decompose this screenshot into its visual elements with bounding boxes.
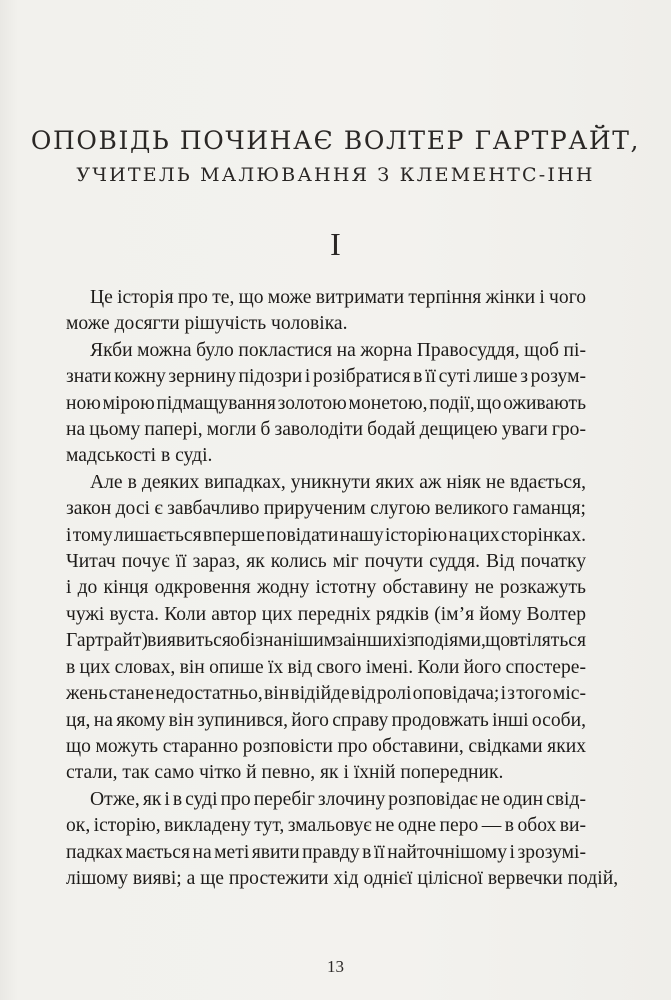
text-line: що можуть старанно розповісти про обставини, свідками яких	[66, 735, 586, 757]
text-line: знати кожну зернину підозри і розібратися в її суті лише з розум-	[66, 366, 586, 388]
text-line: закон досі є завбачливо прирученим слугою великого гаманця;	[66, 498, 586, 520]
text-line: ною мірою підмащування золотою монетою, події, що оживають	[66, 392, 587, 414]
section-numeral: I	[330, 226, 341, 262]
text-line: лішому виявi; а ще простежити хід однієї цілісної вервечки подій,	[66, 867, 619, 889]
text-line: падках мається на меті явити правду в її найточнішому і зрозумі-	[66, 841, 587, 863]
text-line: на цьому папері, могли б заволодіти бодай дещицею уваги гро-	[66, 419, 586, 441]
text-line: ця, на якому він зупинився, його справу продовжать інші особи,	[66, 709, 586, 731]
text-line: Якби можна було покластися на жорна Правосуддя, щоб пі-	[90, 339, 586, 361]
paragraph	[66, 470, 586, 787]
text-line: Читач почує її зараз, як колись міг почути суддя. Від початку	[66, 551, 586, 573]
text-line: стали, так само чітко й певно, як і їхній попередник.	[66, 762, 504, 784]
chapter-title-line-2: УЧИТЕЛЬ МАЛЮВАННЯ З КЛЕМЕНТС-ІНН	[76, 164, 595, 186]
text-line: Це історія про те, що може витримати терпіння жінки і чого	[90, 287, 587, 308]
paragraph	[66, 338, 586, 470]
text-line: ок, історію, викладену тут, змальовує не одне перо — в обох ви-	[66, 815, 587, 837]
text-line: може досягти рішучість чоловіка.	[66, 313, 348, 335]
text-line: Але в деяких випадках, уникнути яких аж ніяк не вдається,	[90, 471, 586, 493]
text-line: жень стане недостатньо, він відійде від ролі оповідача; і з того міс-	[66, 683, 586, 705]
text-line: чужі вуста. Коли автор цих передніх рядків (ім’я йому Волтер	[66, 603, 586, 625]
text-line: і тому лишається вперше повідати нашу історію на цих сторінках.	[66, 524, 587, 546]
text-line: в цих словах, він опише їх від свого імені. Коли його спостере-	[66, 656, 586, 678]
text-line: мадськості в суді.	[66, 445, 213, 467]
paragraph	[66, 787, 619, 893]
page-number: 13	[327, 957, 344, 976]
text-line: Отже, як і в суді про перебіг злочину розповідає не один свід-	[90, 788, 586, 810]
chapter-title-line-1: ОПОВІДЬ ПОЧИНАЄ ВОЛТЕР ГАРТРАЙТ,	[30, 126, 641, 155]
paragraph	[66, 285, 586, 338]
body-text	[66, 285, 619, 892]
text-line: і до кінця одкровення жодну істотну обставину не розкажуть	[66, 577, 586, 599]
text-line: Гартрайт) виявиться обізнанішим за інших із подіями, що втіляться	[66, 630, 586, 652]
